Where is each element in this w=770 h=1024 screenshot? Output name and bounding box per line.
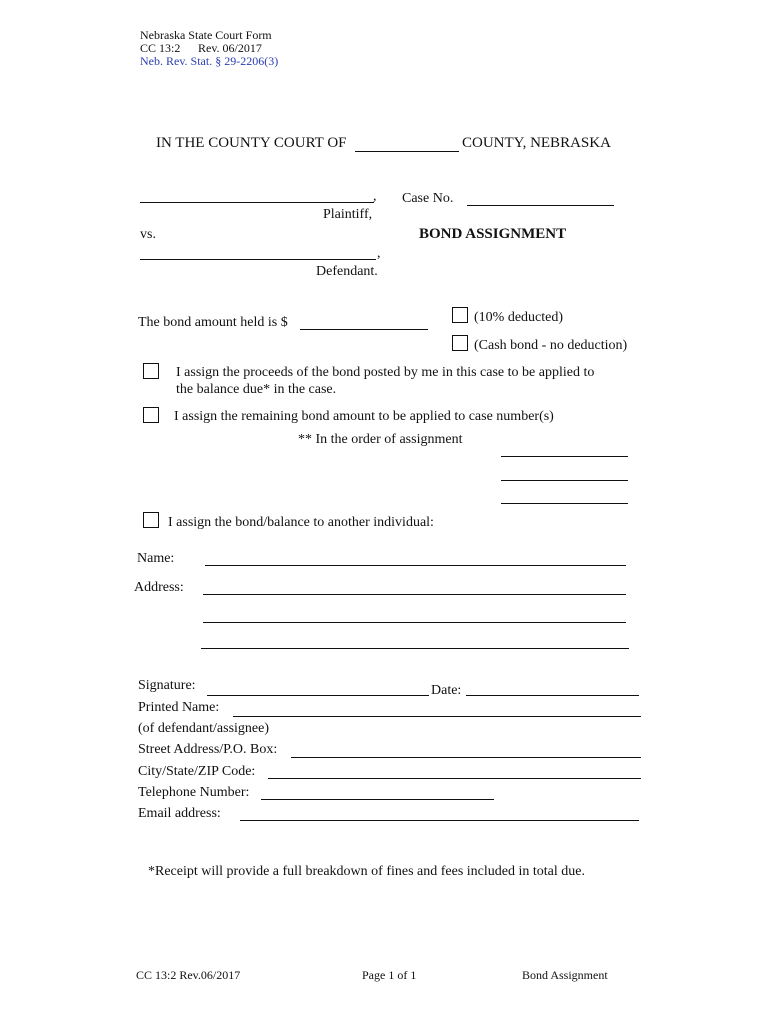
of-defendant-label: (of defendant/assignee)	[138, 721, 269, 736]
footer-page-number: Page 1 of 1	[362, 968, 417, 982]
county-name-field[interactable]	[355, 151, 459, 152]
email-label: Email address:	[138, 806, 221, 821]
street-address-label: Street Address/P.O. Box:	[138, 742, 278, 757]
city-state-zip-field[interactable]	[268, 778, 641, 779]
assign-proceeds-text-line2: the balance due* in the case.	[176, 382, 337, 397]
assign-individual-text: I assign the bond/balance to another individual:	[168, 515, 434, 530]
case-number-field-1[interactable]	[501, 456, 628, 457]
assign-proceeds-checkbox[interactable]	[143, 363, 159, 379]
assign-proceeds-text-line1: I assign the proceeds of the bond posted by me in this case to be applied to	[176, 365, 595, 380]
defendant-comma: ,	[377, 246, 381, 261]
form-revision: Rev. 06/2017	[198, 41, 262, 55]
telephone-label: Telephone Number:	[138, 785, 250, 800]
case-number-field-3[interactable]	[501, 503, 628, 504]
form-number: CC 13:2	[140, 41, 181, 55]
receipt-footnote: *Receipt will provide a full breakdown of fines and fees included in total due.	[148, 864, 585, 879]
assign-individual-checkbox[interactable]	[143, 512, 159, 528]
printed-name-label: Printed Name:	[138, 700, 220, 715]
defendant-label: Defendant.	[316, 264, 378, 279]
case-no-field[interactable]	[467, 205, 614, 206]
address-label: Address:	[134, 580, 184, 595]
footer-form-id: CC 13:2 Rev.06/2017	[136, 968, 241, 982]
assignee-name-field[interactable]	[205, 565, 626, 566]
case-no-label: Case No.	[402, 191, 454, 206]
signature-label: Signature:	[138, 678, 196, 693]
cash-bond-label: (Cash bond - no deduction)	[474, 338, 628, 353]
plaintiff-comma: ,	[373, 189, 377, 204]
name-label: Name:	[137, 551, 175, 566]
date-field[interactable]	[466, 695, 639, 696]
footer-document-name: Bond Assignment	[522, 968, 608, 982]
form-title: Nebraska State Court Form	[140, 28, 272, 42]
deducted-label: (10% deducted)	[474, 310, 564, 325]
bond-amount-field[interactable]	[300, 329, 428, 330]
document-title: BOND ASSIGNMENT	[419, 226, 567, 242]
case-number-field-2[interactable]	[501, 480, 628, 481]
assign-remaining-checkbox[interactable]	[143, 407, 159, 423]
street-address-field[interactable]	[291, 757, 641, 758]
assignee-address-field-1[interactable]	[203, 594, 626, 595]
city-state-zip-label: City/State/ZIP Code:	[138, 764, 256, 779]
plaintiff-name-field[interactable]	[140, 202, 374, 203]
assign-remaining-text: I assign the remaining bond amount to be applied to case number(s)	[174, 409, 554, 424]
statute-link[interactable]: Neb. Rev. Stat. § 29-2206(3)	[140, 54, 279, 68]
court-suffix: COUNTY, NEBRASKA	[462, 135, 611, 151]
order-of-assignment-note: ** In the order of assignment	[298, 432, 463, 447]
vs-label: vs.	[140, 227, 156, 242]
defendant-name-field[interactable]	[140, 259, 376, 260]
telephone-field[interactable]	[261, 799, 494, 800]
bond-amount-label: The bond amount held is $	[138, 315, 288, 330]
assignee-address-field-2[interactable]	[203, 622, 626, 623]
email-field[interactable]	[240, 820, 639, 821]
cash-bond-checkbox[interactable]	[452, 335, 468, 351]
signature-field[interactable]	[207, 695, 429, 696]
deducted-checkbox[interactable]	[452, 307, 468, 323]
date-label: Date:	[431, 683, 462, 698]
assignee-address-field-3[interactable]	[201, 648, 629, 649]
plaintiff-label: Plaintiff,	[323, 207, 373, 222]
court-prefix: IN THE COUNTY COURT OF	[156, 135, 347, 151]
printed-name-field[interactable]	[233, 716, 641, 717]
